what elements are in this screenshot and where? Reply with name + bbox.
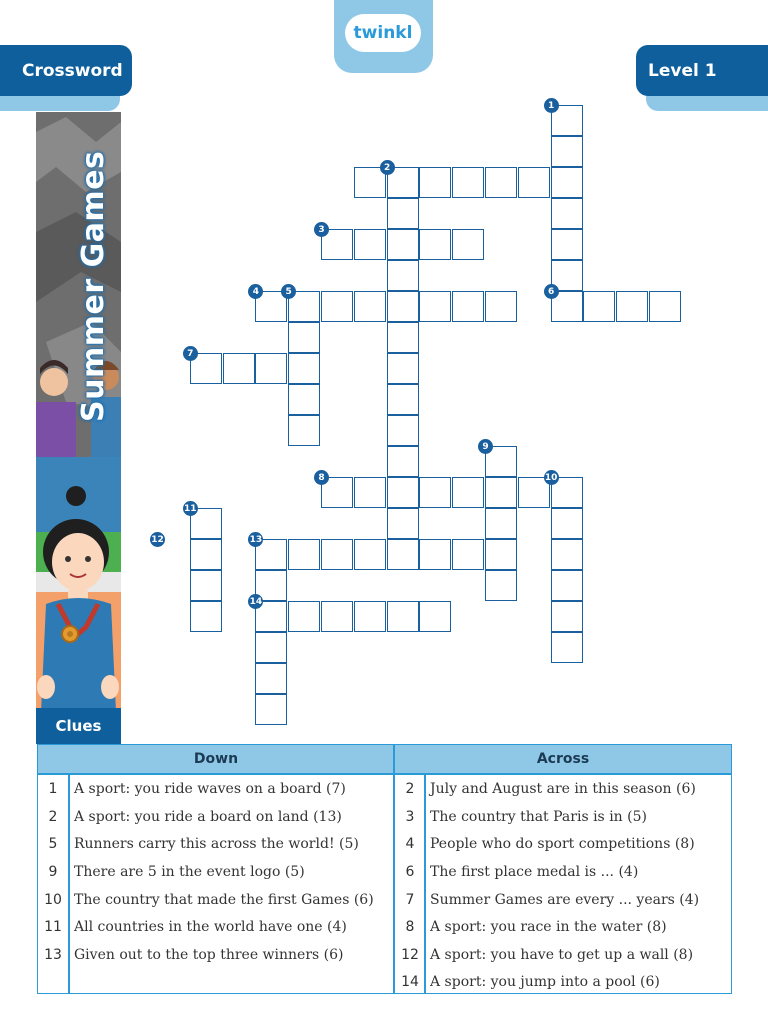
crossword-cell[interactable] bbox=[387, 539, 419, 570]
across-clue-text: A sport: you jump into a pool (6) bbox=[430, 973, 660, 990]
clue-number-marker: 11 bbox=[183, 501, 198, 516]
crossword-tab-label: Crossword bbox=[22, 60, 123, 81]
crossword-cell[interactable] bbox=[485, 539, 517, 570]
side-panel-title: Summer Games bbox=[76, 150, 111, 422]
crossword-cell[interactable] bbox=[190, 570, 222, 601]
crossword-cell[interactable] bbox=[387, 291, 419, 322]
crossword-cell[interactable] bbox=[485, 167, 517, 198]
down-clue-text: Runners carry this across the world! (5) bbox=[74, 835, 359, 852]
crossword-cell[interactable] bbox=[452, 229, 484, 260]
across-clue-num: 6 bbox=[405, 863, 415, 880]
clues-table bbox=[37, 744, 732, 994]
clue-number-marker: 14 bbox=[248, 594, 263, 609]
crossword-cell[interactable] bbox=[321, 539, 353, 570]
crossword-cell[interactable] bbox=[452, 167, 484, 198]
down-clue-text: All countries in the world have one (4) bbox=[74, 918, 347, 935]
crossword-cell[interactable] bbox=[387, 508, 419, 539]
crossword-cell[interactable] bbox=[387, 322, 419, 353]
crossword-cell[interactable] bbox=[452, 539, 484, 570]
crossword-cell[interactable] bbox=[387, 601, 419, 632]
crossword-cell[interactable] bbox=[485, 570, 517, 601]
down-clue-num: 5 bbox=[48, 835, 58, 852]
crossword-cell[interactable] bbox=[190, 601, 222, 632]
crossword-cell[interactable] bbox=[288, 322, 320, 353]
across-clue-num: 3 bbox=[405, 808, 415, 825]
clue-number-marker: 7 bbox=[183, 346, 198, 361]
down-clue-text: There are 5 in the event logo (5) bbox=[74, 863, 305, 880]
across-clue-num: 8 bbox=[405, 918, 415, 935]
crossword-cell[interactable] bbox=[387, 353, 419, 384]
crossword-cell[interactable] bbox=[551, 570, 583, 601]
clue-number-marker: 13 bbox=[248, 532, 263, 547]
down-clue-text: Given out to the top three winners (6) bbox=[74, 946, 344, 963]
crossword-cell[interactable] bbox=[419, 539, 451, 570]
crossword-cell[interactable] bbox=[616, 291, 648, 322]
crossword-cell[interactable] bbox=[419, 601, 451, 632]
across-clue-text: People who do sport competitions (8) bbox=[430, 835, 695, 852]
crossword-cell[interactable] bbox=[551, 632, 583, 663]
down-clue-num: 11 bbox=[44, 918, 62, 935]
crossword-cell[interactable] bbox=[485, 291, 517, 322]
across-clue-num: 4 bbox=[405, 835, 415, 852]
down-clue-text: The country that made the first Games (6) bbox=[74, 891, 374, 908]
crossword-cell[interactable] bbox=[387, 477, 419, 508]
down-clue-num: 9 bbox=[48, 863, 58, 880]
down-clue-num: 2 bbox=[48, 808, 58, 825]
across-clue-text: Summer Games are every ... years (4) bbox=[430, 891, 700, 908]
down-clue-num: 10 bbox=[44, 891, 62, 908]
across-header: Across bbox=[395, 745, 731, 773]
crossword-cell[interactable] bbox=[485, 508, 517, 539]
down-clue-text: A sport: you ride waves on a board (7) bbox=[74, 780, 346, 797]
crossword-cell[interactable] bbox=[551, 508, 583, 539]
across-clue-num: 12 bbox=[401, 946, 419, 963]
across-clue-text: The first place medal is ... (4) bbox=[430, 863, 639, 880]
crossword-cell[interactable] bbox=[387, 415, 419, 446]
crossword-cell[interactable] bbox=[551, 539, 583, 570]
crossword-cell[interactable] bbox=[387, 446, 419, 477]
crossword-cell[interactable] bbox=[321, 601, 353, 632]
clue-number-marker: 8 bbox=[314, 470, 329, 485]
clues-tab-label: Clues bbox=[55, 717, 102, 735]
crossword-cell[interactable] bbox=[354, 291, 386, 322]
across-clue-num: 2 bbox=[405, 780, 415, 797]
crossword-cell[interactable] bbox=[321, 291, 353, 322]
down-clue-text: A sport: you ride a board on land (13) bbox=[74, 808, 342, 825]
crossword-cell[interactable] bbox=[551, 167, 583, 198]
crossword-cell[interactable] bbox=[354, 229, 386, 260]
down-header: Down bbox=[38, 745, 394, 773]
down-clue-num: 1 bbox=[48, 780, 58, 797]
crossword-cell[interactable] bbox=[419, 291, 451, 322]
crossword-cell[interactable] bbox=[255, 353, 287, 384]
crossword-cell[interactable] bbox=[190, 539, 222, 570]
crossword-cell[interactable] bbox=[387, 229, 419, 260]
across-clue-text: July and August are in this season (6) bbox=[430, 780, 696, 797]
crossword-cell[interactable] bbox=[452, 477, 484, 508]
side-illustration bbox=[36, 112, 121, 744]
crossword-cell[interactable] bbox=[649, 291, 681, 322]
crossword-cell[interactable] bbox=[288, 384, 320, 415]
crossword-cell[interactable] bbox=[452, 291, 484, 322]
level-tab-label: Level 1 bbox=[648, 60, 717, 81]
crossword-cell[interactable] bbox=[419, 167, 451, 198]
crossword-cell[interactable] bbox=[288, 601, 320, 632]
crossword-cell[interactable] bbox=[354, 601, 386, 632]
crossword-cell[interactable] bbox=[387, 384, 419, 415]
across-clue-text: The country that Paris is in (5) bbox=[430, 808, 647, 825]
clues-tab bbox=[36, 708, 121, 744]
crossword-tab bbox=[0, 45, 132, 96]
clue-number-marker: 5 bbox=[281, 284, 296, 299]
crossword-cell[interactable] bbox=[387, 198, 419, 229]
crossword-cell[interactable] bbox=[288, 539, 320, 570]
clue-number-marker: 12 bbox=[150, 532, 165, 547]
across-clue-text: A sport: you have to get up a wall (8) bbox=[430, 946, 694, 963]
crossword-cell[interactable] bbox=[255, 663, 287, 694]
crossword-cell[interactable] bbox=[551, 229, 583, 260]
across-clue-num: 14 bbox=[401, 973, 419, 990]
crossword-cell[interactable] bbox=[354, 539, 386, 570]
crossword-cell[interactable] bbox=[223, 353, 255, 384]
twinkl-logo bbox=[345, 14, 421, 52]
crossword-cell[interactable] bbox=[419, 477, 451, 508]
crossword-cell[interactable] bbox=[255, 632, 287, 663]
clue-number-marker: 1 bbox=[544, 98, 559, 113]
clue-number-marker: 10 bbox=[544, 470, 559, 485]
crossword-cell[interactable] bbox=[387, 260, 419, 291]
crossword-cell[interactable] bbox=[288, 415, 320, 446]
crossword-cell[interactable] bbox=[419, 229, 451, 260]
across-clue-text: A sport: you race in the water (8) bbox=[430, 918, 667, 935]
crossword-cell[interactable] bbox=[551, 136, 583, 167]
crossword-cell[interactable] bbox=[354, 477, 386, 508]
clue-number-marker: 9 bbox=[478, 439, 493, 454]
crossword-cell[interactable] bbox=[583, 291, 615, 322]
across-clue-num: 7 bbox=[405, 891, 415, 908]
crossword-cell[interactable] bbox=[255, 694, 287, 725]
down-clue-num: 13 bbox=[44, 946, 62, 963]
crossword-cell[interactable] bbox=[551, 198, 583, 229]
crossword-cell[interactable] bbox=[551, 601, 583, 632]
crossword-cell[interactable] bbox=[288, 353, 320, 384]
clue-number-marker: 6 bbox=[544, 284, 559, 299]
crossword-cell[interactable] bbox=[485, 477, 517, 508]
level-tab bbox=[636, 45, 768, 96]
crossword-cell[interactable] bbox=[518, 167, 550, 198]
down-num-divider bbox=[68, 773, 70, 993]
clue-number-marker: 3 bbox=[314, 222, 329, 237]
clue-number-marker: 2 bbox=[380, 160, 395, 175]
clue-number-marker: 4 bbox=[248, 284, 263, 299]
logo-text: twinkl bbox=[353, 23, 413, 43]
